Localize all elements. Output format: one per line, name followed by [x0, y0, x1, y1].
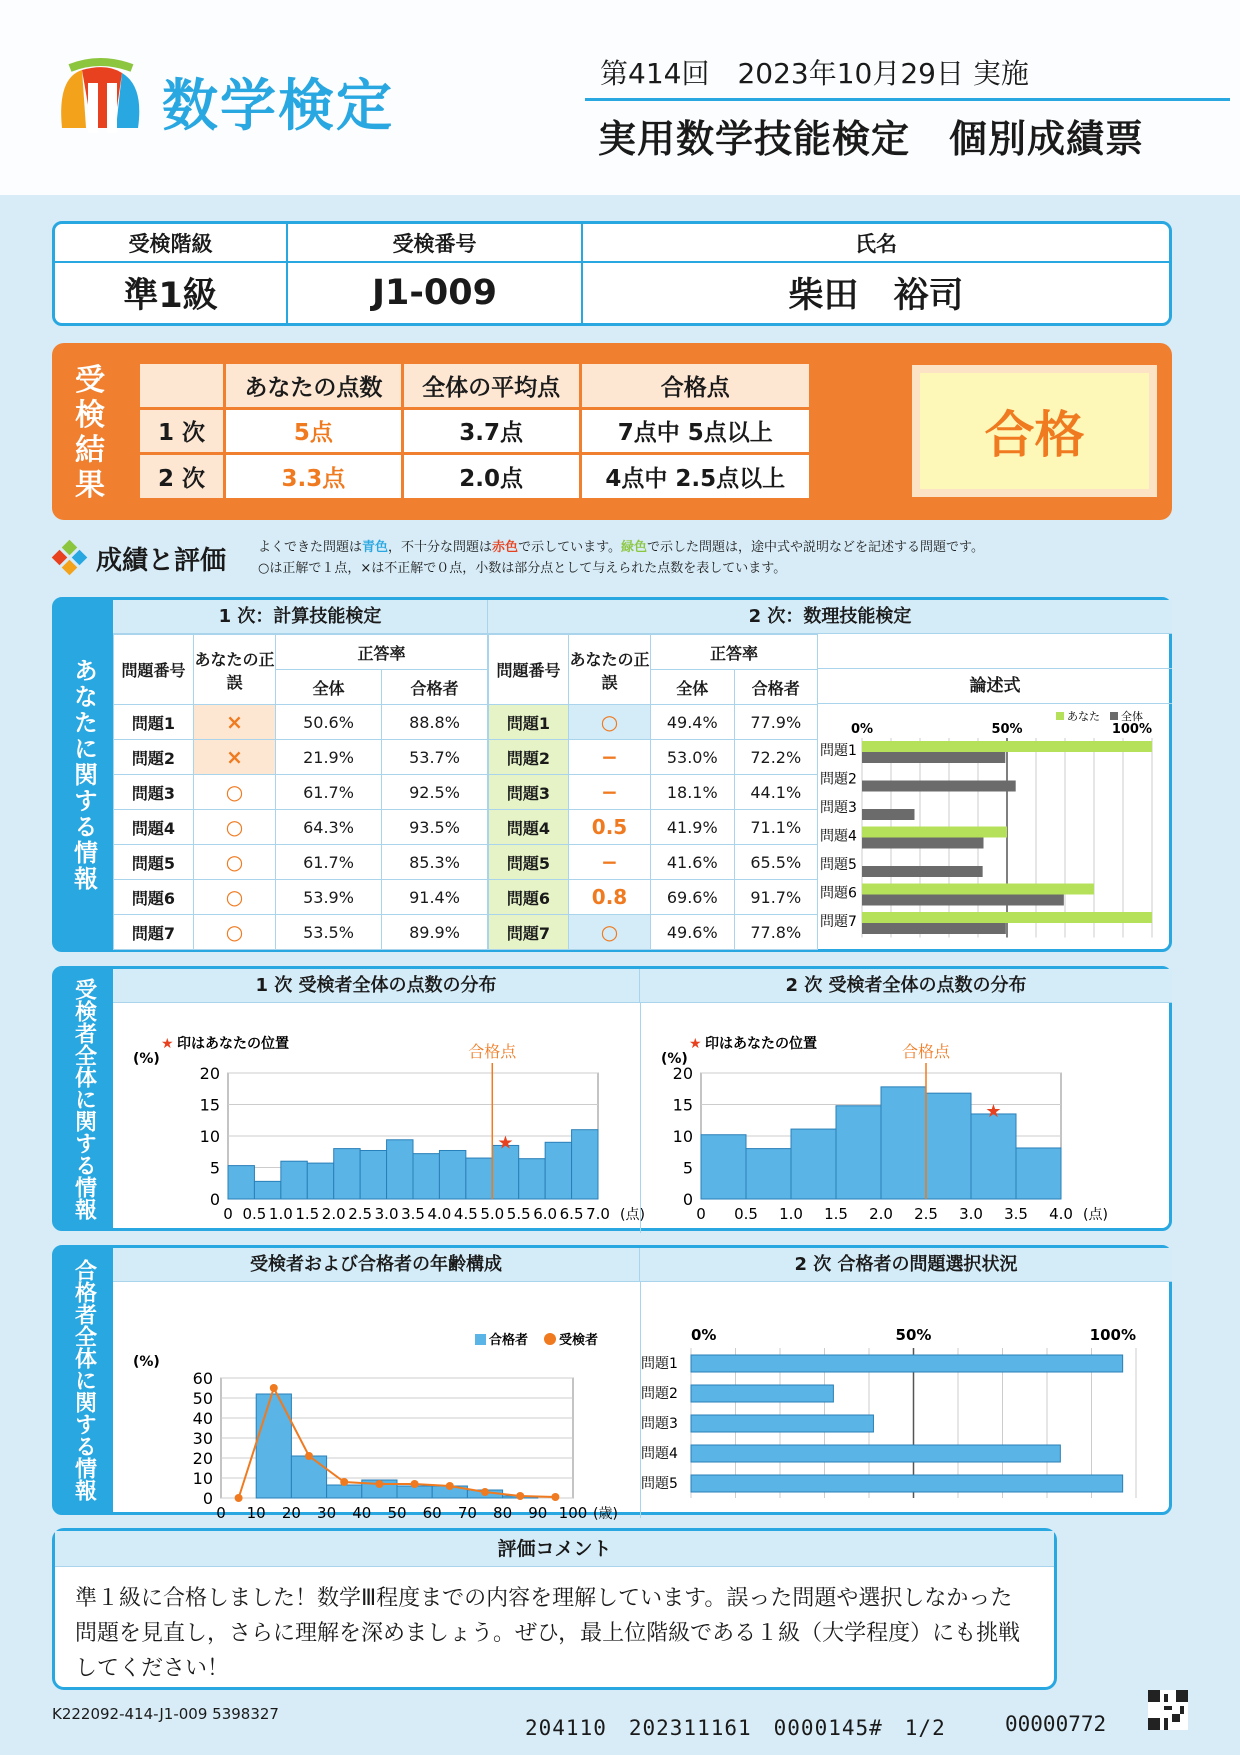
- category-label: 問題5: [820, 857, 857, 873]
- selection-chart: [641, 1282, 1171, 1514]
- x-tick-label: 2.0: [321, 1205, 346, 1223]
- x-tick-label: 0: [216, 1504, 226, 1522]
- h-passers: 合格者: [734, 670, 818, 705]
- question-cell: 問題5: [489, 845, 569, 880]
- grade-label: 受検階級: [55, 224, 287, 262]
- x-tick-label: 1.5: [295, 1205, 320, 1223]
- logo-mark-icon: [52, 58, 147, 143]
- x-tick-label: 90: [528, 1504, 548, 1522]
- all-side-label: 受検者全体に関する情報: [55, 969, 113, 1228]
- y-tick-label: 10: [672, 1127, 693, 1146]
- bar: [492, 1145, 518, 1199]
- x-tick-label: 3.5: [1004, 1205, 1028, 1223]
- mark-cell: −: [569, 740, 651, 775]
- rate-passers-cell: 91.4%: [382, 880, 488, 915]
- legend-line-2: ○は正解で１点，×は不正解で０点，小数は部分点として与えられた点数を表しています。: [258, 561, 787, 576]
- table-row: [114, 810, 488, 845]
- h-yours: あなたの正誤: [569, 635, 651, 705]
- table-row: [114, 880, 488, 915]
- table-row: [489, 880, 818, 915]
- x-tick-label: 0: [223, 1205, 233, 1223]
- star-icon: ★: [161, 1036, 174, 1052]
- h-essay: 論述式: [818, 669, 1172, 704]
- x-tick-label: 10: [246, 1504, 266, 1522]
- bar: [545, 1142, 571, 1199]
- x-tick-label: 60: [422, 1504, 442, 1522]
- y-tick-label: 5: [682, 1158, 693, 1178]
- bar: [572, 1130, 598, 1199]
- number-label: 受検番号: [287, 224, 582, 262]
- line-point: [446, 1482, 454, 1490]
- category-label: 問題3: [820, 800, 857, 816]
- bar: [281, 1161, 307, 1199]
- rate-passers-cell: 93.5%: [382, 810, 488, 845]
- category-label: 問題2: [820, 771, 857, 788]
- h-passers: 合格者: [382, 670, 488, 705]
- exam-results-panel: [52, 343, 1172, 520]
- x-unit: (歳): [593, 1506, 618, 1522]
- x-tick-label: 50: [387, 1504, 407, 1522]
- bar: [307, 1163, 333, 1199]
- rate-passers-cell: 65.5%: [734, 845, 818, 880]
- evaluation-legend: [258, 537, 1178, 579]
- rate-head-ext: [818, 634, 1172, 669]
- question-cell: 問題6: [489, 880, 569, 915]
- category-label: 問題4: [820, 828, 857, 845]
- average-score: 3.7点: [402, 408, 580, 454]
- table-row: [114, 705, 488, 740]
- bar-all: [862, 781, 1016, 792]
- rate-passers-cell: 77.8%: [734, 915, 818, 950]
- diamond-tiles-icon: [52, 540, 88, 576]
- rate-passers-cell: 85.3%: [382, 845, 488, 880]
- x-tick-label: 80: [493, 1504, 513, 1522]
- y-tick-label: 10: [192, 1469, 213, 1488]
- bar-you: [862, 741, 1152, 752]
- bar: [691, 1385, 833, 1402]
- question-cell: 問題2: [489, 740, 569, 775]
- mark-cell: ○: [194, 775, 276, 810]
- bar: [836, 1106, 881, 1199]
- bar: [466, 1158, 492, 1199]
- rate-passers-cell: 92.5%: [382, 775, 488, 810]
- rate-all-cell: 53.9%: [276, 880, 382, 915]
- evaluation-comment: [52, 1528, 1057, 1690]
- rate-passers-cell: 91.7%: [734, 880, 818, 915]
- question-cell: 問題7: [114, 915, 194, 950]
- mark-cell: ○: [194, 810, 276, 845]
- y-unit: (%): [661, 1051, 688, 1067]
- h-rate: 正答率: [651, 635, 818, 670]
- bar-all: [862, 809, 914, 820]
- bar: [360, 1150, 386, 1199]
- bar: [746, 1149, 791, 1199]
- y-tick-label: 15: [672, 1095, 693, 1115]
- line-point: [375, 1480, 383, 1488]
- legend-green: 緑色: [621, 540, 648, 555]
- passers-panel: [52, 1245, 1172, 1522]
- grade-value: 準1級: [55, 262, 287, 323]
- rate-all-cell: 18.1%: [651, 775, 735, 810]
- legend-label-you: あなた: [1067, 710, 1100, 723]
- your-position-star: ★: [985, 1100, 1002, 1122]
- table-row: [489, 845, 818, 880]
- category-label: 問題3: [641, 1416, 678, 1432]
- all-candidates-panel: [52, 966, 1172, 1231]
- bar: [439, 1150, 465, 1199]
- pass-mark: 4点中 2.5点以上: [580, 454, 810, 500]
- bar-all: [862, 923, 1006, 934]
- x-tick-label: 0.5: [734, 1205, 758, 1223]
- comment-title: 評価コメント: [55, 1531, 1054, 1567]
- rate-all-cell: 61.7%: [276, 845, 382, 880]
- bar-all: [862, 838, 984, 849]
- table-row: [489, 810, 818, 845]
- title-divider: [585, 98, 1230, 101]
- category-label: 問題2: [641, 1386, 678, 1402]
- question-cell: 問題4: [114, 810, 194, 845]
- row-label: 1 次: [139, 408, 225, 454]
- y-tick-label: 20: [672, 1064, 693, 1083]
- bar-you: [862, 827, 1007, 838]
- x-tick-label: 0.5: [242, 1205, 267, 1223]
- bar: [254, 1181, 280, 1199]
- bar: [334, 1149, 360, 1199]
- legend-dot-candidates: [544, 1333, 556, 1345]
- footer-codes: 204110 202311161 0000145# 1/2: [525, 1716, 946, 1740]
- x-tick-label: 2.0: [869, 1205, 893, 1223]
- bar-you: [862, 912, 1152, 923]
- personal-info-panel: [52, 597, 1172, 952]
- table-row: [489, 915, 818, 950]
- bar: [881, 1087, 926, 1199]
- axis-tick-label: 0%: [691, 1326, 717, 1344]
- table-row: [114, 740, 488, 775]
- legend-text: で示した問題は，途中式や説明などを記述する問題です。: [647, 540, 985, 555]
- table-row: [489, 740, 818, 775]
- category-label: 問題1: [820, 743, 857, 759]
- question-cell: 問題1: [114, 705, 194, 740]
- question-cell: 問題3: [489, 775, 569, 810]
- footer-serial: 00000772: [1005, 1712, 1107, 1736]
- col-pass-mark: 合格点: [580, 363, 810, 409]
- chart-note: 印はあなたの位置: [705, 1036, 817, 1052]
- y-tick-label: 0: [682, 1190, 693, 1209]
- x-tick-label: 6.5: [559, 1205, 584, 1223]
- y-tick-label: 10: [199, 1127, 220, 1146]
- dist1-chart: [113, 1003, 645, 1231]
- dist2-chart: [641, 1003, 1171, 1231]
- line-point: [235, 1494, 243, 1502]
- line-point: [305, 1452, 313, 1460]
- y-tick-label: 5: [209, 1158, 220, 1178]
- rate-passers-cell: 71.1%: [734, 810, 818, 845]
- session-date: 第414回 2023年10月29日 実施: [600, 57, 1029, 90]
- your-position-star: ★: [497, 1132, 514, 1154]
- age-chart: [113, 1282, 640, 1522]
- rate-all-cell: 21.9%: [276, 740, 382, 775]
- legend-label-candidates: 受検者: [559, 1333, 599, 1348]
- line-point: [516, 1492, 524, 1500]
- table-row: [114, 915, 488, 950]
- axis-tick-label: 0%: [850, 722, 874, 737]
- x-unit: (点): [1083, 1207, 1108, 1223]
- bar: [413, 1154, 439, 1199]
- pass-mark: 7点中 5点以上: [580, 408, 810, 454]
- logo-text: 数学検定: [162, 74, 394, 139]
- table-row: [114, 845, 488, 880]
- y-tick-label: 0: [202, 1489, 213, 1508]
- name-label: 氏名: [582, 224, 1169, 262]
- rate-passers-cell: 89.9%: [382, 915, 488, 950]
- x-tick-label: 20: [281, 1504, 301, 1522]
- star-icon: ★: [689, 1036, 702, 1052]
- y-unit: (%): [133, 1051, 160, 1067]
- bar-all: [862, 866, 983, 877]
- mark-cell: ○: [194, 915, 276, 950]
- axis-tick-label: 50%: [991, 722, 1023, 737]
- personal-side-label: あなたに関する情報: [55, 600, 113, 949]
- bar: [791, 1129, 836, 1199]
- bar: [327, 1485, 362, 1498]
- question-cell: 問題3: [114, 775, 194, 810]
- candidate-info-table: [52, 221, 1172, 326]
- rate-passers-cell: 88.8%: [382, 705, 488, 740]
- bar: [519, 1159, 545, 1199]
- question-cell: 問題6: [114, 880, 194, 915]
- footer-id: K222092-414-J1-009 5398327: [52, 1705, 279, 1723]
- rate-all-cell: 49.6%: [651, 915, 735, 950]
- table-row: [114, 775, 488, 810]
- x-tick-label: 3.0: [959, 1205, 983, 1223]
- dist1-title: 1 次 受検者全体の点数の分布: [113, 969, 640, 1003]
- legend-swatch-you: [1056, 712, 1064, 720]
- x-tick-label: 2.5: [348, 1205, 373, 1223]
- part1-table: [113, 634, 488, 950]
- question-cell: 問題4: [489, 810, 569, 845]
- x-tick-label: 1.0: [779, 1205, 803, 1223]
- x-tick-label: 7.0: [586, 1205, 610, 1223]
- rate-all-cell: 69.6%: [651, 880, 735, 915]
- h-yours: あなたの正誤: [194, 635, 276, 705]
- bar: [971, 1114, 1016, 1199]
- evaluation-title: 成績と評価: [96, 546, 227, 576]
- x-tick-label: 3.5: [401, 1205, 425, 1223]
- rate-passers-cell: 77.9%: [734, 705, 818, 740]
- question-cell: 問題2: [114, 740, 194, 775]
- name-value: 柴田 裕司: [582, 262, 1169, 323]
- bar: [691, 1445, 1060, 1462]
- bar-all: [862, 752, 1005, 763]
- average-score: 2.0点: [402, 454, 580, 500]
- line-point: [270, 1384, 278, 1392]
- rate-passers-cell: 44.1%: [734, 775, 818, 810]
- mark-cell: ○: [569, 915, 651, 950]
- category-label: 問題6: [820, 885, 857, 902]
- part2-title: 2 次：数理技能検定: [488, 600, 1172, 634]
- your-score: 3.3点: [225, 454, 403, 500]
- rate-all-cell: 50.6%: [276, 705, 382, 740]
- bar: [691, 1415, 873, 1432]
- line-point: [340, 1478, 348, 1486]
- page-title: 実用数学技能検定 個別成績票: [598, 117, 1145, 161]
- axis-tick-label: 100%: [1111, 722, 1152, 737]
- line-point: [411, 1480, 419, 1488]
- rate-all-cell: 41.6%: [651, 845, 735, 880]
- rate-all-cell: 53.0%: [651, 740, 735, 775]
- bar: [691, 1475, 1123, 1492]
- legend-text: で示しています。: [518, 540, 622, 555]
- bar-you: [862, 884, 1094, 895]
- mark-cell: ×: [194, 740, 276, 775]
- number-value: J1-009: [287, 262, 582, 323]
- x-unit: (点): [620, 1207, 645, 1223]
- dist2-title: 2 次 受検者全体の点数の分布: [640, 969, 1172, 1003]
- bar: [926, 1093, 971, 1199]
- age-title: 受検者および合格者の年齢構成: [113, 1248, 640, 1282]
- rate-all-cell: 64.3%: [276, 810, 382, 845]
- rate-all-cell: 49.4%: [651, 705, 735, 740]
- y-tick-label: 15: [199, 1095, 220, 1115]
- y-tick-label: 20: [192, 1449, 213, 1468]
- y-tick-label: 30: [192, 1429, 213, 1448]
- rate-passers-cell: 53.7%: [382, 740, 488, 775]
- x-tick-label: 1.5: [824, 1205, 848, 1223]
- question-cell: 問題5: [114, 845, 194, 880]
- category-label: 問題5: [641, 1476, 678, 1492]
- bar: [1016, 1148, 1061, 1199]
- pass-label: 合格点: [468, 1042, 517, 1061]
- results-table: [137, 361, 812, 501]
- x-tick-label: 40: [352, 1504, 372, 1522]
- x-tick-label: 6.0: [533, 1205, 558, 1223]
- mark-cell: ○: [194, 880, 276, 915]
- y-tick-label: 0: [209, 1190, 220, 1209]
- x-tick-label: 4.0: [427, 1205, 452, 1223]
- x-tick-label: 4.0: [1049, 1205, 1073, 1223]
- x-tick-label: 3.0: [374, 1205, 399, 1223]
- x-tick-label: 5.0: [480, 1205, 505, 1223]
- mark-cell: ○: [569, 705, 651, 740]
- legend-swatch-passers: [475, 1334, 486, 1345]
- legend-blue: 青色: [362, 540, 389, 555]
- results-corner: [139, 363, 225, 409]
- bar: [291, 1456, 326, 1498]
- row-label: 2 次: [139, 454, 225, 500]
- part1-title: 1 次：計算技能検定: [113, 600, 488, 634]
- pass-verdict: 合格: [912, 365, 1157, 497]
- line-point: [481, 1488, 489, 1496]
- x-tick-label: 30: [317, 1504, 337, 1522]
- x-tick-label: 5.5: [506, 1205, 531, 1223]
- x-tick-label: 70: [457, 1504, 477, 1522]
- x-tick-label: 4.5: [453, 1205, 478, 1223]
- h-question: 問題番号: [489, 635, 569, 705]
- category-label: 問題1: [641, 1356, 678, 1372]
- legend-label-passers: 合格者: [489, 1333, 529, 1348]
- mark-cell: −: [569, 845, 651, 880]
- mark-cell: −: [569, 775, 651, 810]
- qr-code-icon: [1148, 1690, 1188, 1730]
- bar: [691, 1355, 1123, 1372]
- col-your-score: あなたの点数: [225, 363, 403, 409]
- table-row: [489, 705, 818, 740]
- rate-passers-cell: 72.2%: [734, 740, 818, 775]
- question-cell: 問題7: [489, 915, 569, 950]
- legend-text: ，不十分な問題は: [388, 540, 493, 555]
- rate-all-cell: 53.5%: [276, 915, 382, 950]
- bar: [701, 1135, 746, 1199]
- category-label: 問題4: [641, 1446, 678, 1462]
- h-rate: 正答率: [276, 635, 488, 670]
- line-point: [551, 1493, 559, 1501]
- rate-all-cell: 61.7%: [276, 775, 382, 810]
- mark-cell: ×: [194, 705, 276, 740]
- comment-body: 準１級に合格しました！数学Ⅲ程度までの内容を理解しています。誤った問題や選択しなかった問題を見直し，さらに理解を深めましょう。ぜひ，最上位階級である１級（大学程度）にも挑戦してください！: [75, 1586, 1021, 1681]
- mark-cell: ○: [194, 845, 276, 880]
- legend-text: よくできた問題は: [258, 540, 363, 555]
- bar: [256, 1394, 291, 1498]
- question-cell: 問題1: [489, 705, 569, 740]
- your-score: 5点: [225, 408, 403, 454]
- bar-all: [862, 895, 1064, 906]
- y-tick-label: 20: [199, 1064, 220, 1083]
- results-side-label: 受検結果: [75, 363, 105, 503]
- y-tick-label: 50: [192, 1389, 213, 1408]
- mark-cell: 0.5: [569, 810, 651, 845]
- x-tick-label: 1.0: [268, 1205, 293, 1223]
- bar: [228, 1166, 254, 1199]
- x-tick-label: 2.5: [914, 1205, 938, 1223]
- legend-red: 赤色: [492, 540, 519, 555]
- x-tick-label: 0: [696, 1205, 706, 1223]
- legend-label-all: 全体: [1121, 710, 1143, 723]
- chart-note: 印はあなたの位置: [177, 1036, 289, 1052]
- part2-table: [488, 634, 818, 950]
- col-average: 全体の平均点: [402, 363, 580, 409]
- h-all: 全体: [276, 670, 382, 705]
- y-tick-label: 60: [192, 1369, 213, 1388]
- x-tick-label: 100: [558, 1504, 588, 1522]
- axis-tick-label: 100%: [1089, 1326, 1136, 1344]
- y-unit: (%): [133, 1354, 160, 1370]
- y-tick-label: 40: [192, 1409, 213, 1428]
- table-row: [489, 775, 818, 810]
- h-question: 問題番号: [114, 635, 194, 705]
- legend-swatch-all: [1110, 712, 1118, 720]
- pass-label: 合格点: [901, 1042, 951, 1061]
- h-all: 全体: [651, 670, 735, 705]
- mark-cell: 0.8: [569, 880, 651, 915]
- bar: [387, 1140, 413, 1199]
- selection-title: 2 次 合格者の問題選択状況: [640, 1248, 1172, 1282]
- passers-side-label: 合格者全体に関する情報: [55, 1248, 113, 1512]
- rate-all-cell: 41.9%: [651, 810, 735, 845]
- axis-tick-label: 50%: [895, 1326, 932, 1344]
- essay-chart: [818, 704, 1172, 949]
- category-label: 問題7: [820, 914, 857, 930]
